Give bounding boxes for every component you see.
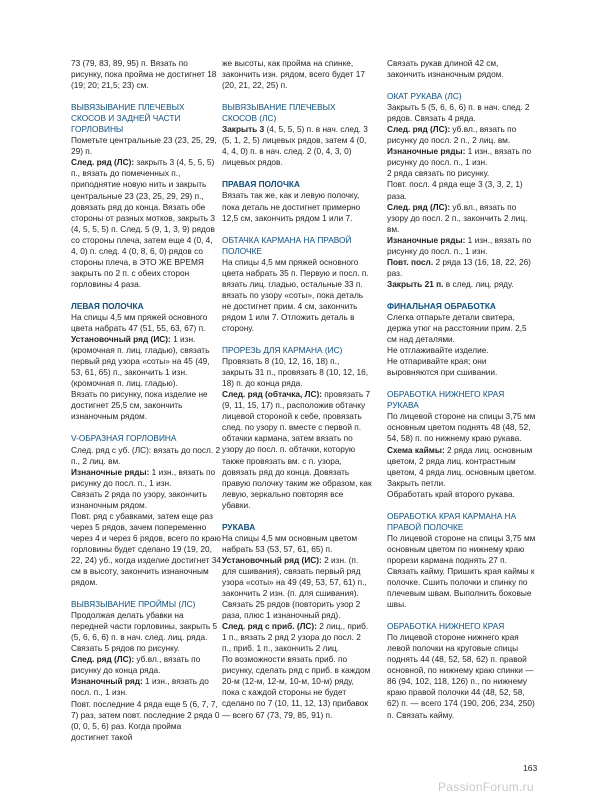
paragraph-text: Не отпаривайте края; они выровняются при сшивании.	[387, 356, 498, 378]
paragraph-text: По возможности вязать приб. по рисунку, сделать ряд с приб. в каждом 20-м (12-м, 12-м, 10-м, 10-м) ряду, пока с каждой стороны не будет сделано по 7 (10, 11, 12, 13) прибавок — всего 67 (73, 79, 85, 91) п.	[222, 654, 371, 720]
paragraph	[387, 445, 537, 489]
paragraph	[387, 632, 537, 720]
section-heading: V-ОБРАЗНАЯ ГОРЛОВИНА	[71, 433, 177, 444]
paragraph-text: Закрыть 5 (5, 6, 6, 6) п. в нач. след. 2 рядов. Связать 4 ряда.	[387, 102, 530, 124]
paragraph-text: Пометьте центральные 23 (23, 25, 29, 29) п.	[71, 135, 217, 157]
paragraph	[387, 257, 537, 279]
paragraph	[71, 610, 221, 654]
paragraph	[387, 124, 537, 146]
watermark: PassionForum.ru	[438, 780, 534, 794]
paragraph	[387, 58, 537, 80]
paragraph	[71, 467, 221, 489]
paragraph	[222, 533, 372, 555]
paragraph	[387, 356, 537, 378]
paragraph-text: 1 изн., вязать по рисунку до посл. п., 1 изн.	[387, 146, 532, 168]
paragraph-text: След. ряд с уб. (ЛС): вязать до посл. 2 п., 2 лиц. вм.	[71, 444, 221, 466]
section-heading: ОБРАБОТКА НИЖНЕГО КРАЯ РУКАВА	[387, 389, 505, 411]
paragraph-text: На спицы 4,5 мм пряжей основного цвета набрать 47 (51, 55, 63, 67) п.	[71, 311, 208, 334]
page-number: 163	[523, 763, 538, 773]
bold-lead: Установочный ряд (ИС):	[71, 334, 171, 345]
paragraph	[387, 489, 537, 500]
bold-lead: След. ряд с приб. (ЛС):	[222, 621, 317, 632]
paragraph	[71, 157, 221, 290]
bold-lead: След. ряд (ЛС):	[71, 654, 135, 665]
paragraph-text: 1 изн., вязать по рисунку до посл. п., 1 изн.	[71, 466, 216, 488]
paragraph-gap	[387, 290, 537, 301]
paragraph	[387, 202, 537, 235]
paragraph	[387, 146, 537, 168]
paragraph-text: провязать 7 (9, 11, 15, 17) п., расположив обтачку лицевой стороной к себе, провязать след. по узору п. вместе с первой п. обтачки кармана, затем вязать по узору до посл. п. обтачки, которую также провязать вм. с п. узора, довязать ряд до конца. Довязать правую полочку таким же образом, как левую, зеркально повторяя все убавки.	[222, 389, 372, 510]
section-heading: ВЫВЯЗЫВАНИЕ ПЛЕЧЕВЫХ СКОСОВ (ЛС)	[222, 102, 336, 124]
paragraph	[387, 235, 537, 257]
paragraph-text: Слегка отпарьте детали свитера, держа утюг на расстоянии прим. 2,5 см над деталями.	[387, 311, 527, 345]
paragraph-text: уб.вл., вязать по узору до посл. 2 п., закончить 2 лиц. вм.	[387, 201, 528, 234]
section-heading: ОБТАЧКА КАРМАНА НА ПРАВОЙ ПОЛОЧКЕ	[222, 234, 352, 256]
paragraph-gap	[71, 588, 221, 599]
paragraph	[71, 699, 221, 743]
paragraph	[222, 190, 372, 223]
section-heading: ЛЕВАЯ ПОЛОЧКА	[71, 300, 144, 311]
paragraph-text: 1 изн., вязать до посл. п., 1 изн.	[71, 676, 209, 698]
paragraph-text: Обработать край второго рукава.	[387, 488, 515, 499]
paragraph-text: Продолжая делать убавки на передней части горловины, закрыть 5 (5, 6, 6, 6) п. в нач. след. лиц. ряда. Связать 5 рядов по рисунку.	[71, 610, 218, 654]
paragraph-text: По лицевой стороне на спицы 3,75 мм основным цветом по нижнему краю прорези кармана поднять 27 п. Связать кайму. Пришить края каймы к полочке. Сшить полочки и спинку по плечевым швам. Выполнить боковые швы.	[387, 532, 536, 610]
paragraph-text: Связать 25 рядов (повторить узор 2 раза, плюс 1 изнаночный ряд).	[222, 599, 361, 621]
bold-lead: Закрыть 3	[222, 124, 265, 135]
bold-lead: Изнаночные ряды:	[387, 146, 466, 157]
text-column-left	[71, 58, 221, 743]
paragraph	[387, 533, 537, 610]
paragraph-text: По лицевой стороне нижнего края левой полочки на круговые спицы поднять 44 (48, 52, 58, 62) п. правой основной, по нижнему краю спинки — 86 (94, 102, 118, 126) п., по нижнему краю правой полочки 44 (48, 52, 58, 62) п. — всего 174 (190, 206, 234, 250) п. Связать кайму.	[387, 632, 535, 720]
paragraph	[387, 102, 537, 124]
paragraph	[222, 389, 372, 511]
paragraph	[71, 334, 221, 389]
paragraph	[387, 179, 537, 201]
section-heading: ОКАТ РУКАВА (ЛС)	[387, 91, 462, 102]
paragraph-gap	[387, 610, 537, 621]
section-heading: ПРАВАЯ ПОЛОЧКА	[222, 179, 300, 190]
bold-lead: Изнаночный ряд:	[71, 676, 143, 687]
paragraph-text: в след. лиц. ряду.	[443, 278, 514, 289]
paragraph-text: Не отглаживайте изделие.	[387, 345, 489, 356]
paragraph-text: Повт. посл. 4 ряда еще 3 (3, 3, 2, 1) раза.	[387, 179, 523, 201]
paragraph-gap	[222, 168, 372, 179]
text-column-middle	[222, 58, 372, 721]
paragraph	[387, 168, 537, 179]
section-heading: РУКАВА	[222, 521, 256, 532]
paragraph	[387, 312, 537, 345]
paragraph	[71, 654, 221, 676]
bold-lead: След. ряд (обтачка, ЛС):	[222, 389, 322, 400]
paragraph-text: Связать рукав длиной 42 см, закончить изнаночным рядом.	[387, 58, 504, 80]
paragraph-gap	[387, 80, 537, 91]
paragraph-gap	[71, 422, 221, 433]
paragraph	[222, 621, 372, 654]
paragraph-text: 1 изн., вязать по рисунку до посл. п., 1 изн.	[387, 234, 532, 256]
section-heading: ОБРАБОТКА НИЖНЕГО КРАЯ	[387, 621, 505, 632]
paragraph-gap	[387, 500, 537, 511]
paragraph	[71, 58, 221, 91]
paragraph-text: Вязать так же, как и левую полочку, пока деталь не достигнет примерно 12,5 см, закончить рядом 1 или 7.	[222, 190, 361, 223]
paragraph-text: По лицевой стороне на спицы 3,75 мм основным цветом поднять 48 (48, 52, 54, 58) п. по нижнему краю рукава.	[387, 411, 536, 444]
paragraph-gap	[222, 224, 372, 235]
paragraph	[222, 356, 372, 389]
text-column-right	[387, 58, 537, 721]
bold-lead: Установочный ряд (ИС):	[222, 554, 322, 565]
bold-lead: След. ряд (ЛС):	[387, 201, 451, 212]
paragraph	[71, 135, 221, 157]
paragraph-text: закрыть 3 (4, 5, 5, 5) п., вязать до помеченных п., приподнятие новую нить и закрыть центральные 23 (23, 25, 29, 29) п., довязать ряд до конца. Вязать обе стороны от разных мотков, закрыть 3 (4, 5, 5, 5) п. След. 5 (9, 1, 3, 9) рядов со стороны плеча, затем еще 4 (0, 4, 4, 0) п. след. 4 (0, 8, 6, 0) рядов со стороны плеча, в ЭТО ЖЕ ВРЕМЯ закрыть по 2 п. с обеих сторон горловины 4 раза.	[71, 157, 215, 289]
bold-lead: Повт. посл.	[387, 256, 434, 267]
paragraph	[222, 654, 372, 720]
paragraph-text: Повт. последние 4 ряда еще 5 (6, 7, 7, 7) раз, затем повт. последние 2 ряда 0 (0, 0, 5, 6) раз. Когда пройма достигнет такой	[71, 698, 220, 742]
paragraph-gap	[71, 290, 221, 301]
paragraph	[387, 345, 537, 356]
paragraph	[71, 489, 221, 511]
paragraph-text: 2 лиц., приб. 1 п., вязать 2 ряд 2 узора до посл. 2 п., приб. 1 п., закончить 2 лиц.	[222, 621, 369, 654]
paragraph	[71, 511, 221, 588]
paragraph-gap	[222, 91, 372, 102]
paragraph-text: 1 изн. (кромочная п. лиц. гладью), связать первый ряд узора «соты» на 45 (49, 53, 61, 65) п., закончить 1 изн. (кромочная п. лиц. гладью).	[71, 334, 210, 389]
paragraph	[222, 124, 372, 168]
paragraph	[387, 411, 537, 444]
paragraph-text: 2 ряда 13 (16, 18, 22, 26) раз.	[387, 256, 531, 278]
paragraph-gap	[222, 334, 372, 345]
section-heading: ВЫВЯЗЫВАНИЕ ПРОЙМЫ (ЛС)	[71, 599, 196, 610]
paragraph	[71, 312, 221, 334]
paragraph-text: Повт. ряд с убавками, затем еще раз через 5 рядов, зачем попеременно через 4 и через 6 рядов, всего по краю горловины будет сделано 19 (19, 20, 22, 24) уб., когда изделие достигнет 34 см в высоту, закончить изнаночным рядом.	[71, 510, 221, 588]
paragraph	[222, 599, 372, 621]
paragraph	[222, 257, 372, 334]
paragraph-gap	[387, 378, 537, 389]
paragraph-text: 2 ряда лиц. основным цветом, 2 ряда лиц. контрастным цветом, 4 ряда лиц. основным цветом. Закрыть петли.	[387, 444, 537, 488]
section-heading: ФИНАЛЬНАЯ ОБРАБОТКА	[387, 300, 496, 311]
bold-lead: Закрыть 21 п.	[387, 278, 444, 289]
paragraph-gap	[71, 91, 221, 102]
paragraph-text: 73 (79, 83, 89, 95) п. Вязать по рисунку, пока пройма не достигнет 18 (19; 20; 21,5; 23) см.	[71, 58, 217, 91]
bold-lead: Схема каймы:	[387, 444, 445, 455]
paragraph-text: Провязать 8 (10, 12, 16, 18) п., закрыть 31 п., провязать 8 (10, 12, 16, 18) п. до конца ряда.	[222, 356, 369, 389]
paragraph-text: же высоты, как пройма на спинке, закончить изн. рядом, всего будет 17 (20, 21, 22, 25) п.	[222, 58, 365, 91]
paragraph-text: 2 изн. (п. для сшивания), связать первый ряд узора «соты» на 49 (49, 53, 57, 61) п., закончить 2 изн. (п. для сшивания).	[222, 554, 367, 599]
paragraph	[387, 279, 537, 290]
bold-lead: След. ряд (ЛС):	[71, 157, 135, 168]
paragraph	[222, 58, 372, 91]
paragraph-text: На спицы 4,5 мм пряжей основного цвета набрать 35 п. Первую и посл. п. вязать лиц. гладью, остальные 33 п. вязать по узору «соты», пока деталь не достигнет прим. 4 см, закончить рядом 1 или 7. Отложить деталь в сторону.	[222, 256, 369, 333]
paragraph-text: 2 ряда связать по рисунку.	[387, 168, 490, 179]
section-heading: ОБРАБОТКА КРАЯ КАРМАНА НА ПРАВОЙ ПОЛОЧКЕ	[387, 510, 517, 532]
paragraph	[71, 445, 221, 467]
section-heading: ВЫВЯЗЫВАНИЕ ПЛЕЧЕВЫХ СКОСОВ И ЗАДНЕЙ ЧАСТИ ГОРЛОВИНЫ	[71, 102, 185, 135]
paragraph	[222, 555, 372, 599]
paragraph-text: Связать 2 ряда по узору, закончить изнаночным рядом.	[71, 488, 207, 510]
paragraph-text: На спицы 4,5 мм основным цветом набрать 53 (53, 57, 61, 65) п.	[222, 532, 358, 554]
section-heading: ПРОРЕЗЬ ДЛЯ КАРМАНА (ИС)	[222, 345, 343, 356]
paragraph-text: уб.вл., вязать по рисунку до конца ряда.	[71, 654, 201, 676]
paragraph-text: (4, 5, 5, 5) п. в нач. след. 3 (5, 1, 2, 5) лицевых рядов, затем 4 (0, 4, 4, 0) п. в нач. след. 2 (0, 4, 3, 0) лицевых рядов.	[222, 124, 368, 168]
bold-lead: Изнаночные ряды:	[387, 234, 466, 245]
bold-lead: След. ряд (ЛС):	[387, 124, 451, 135]
bold-lead: Изнаночные ряды:	[71, 466, 150, 477]
paragraph-text: уб.вл., вязать по рисунку до посл. 2 п., 2 лиц. вм.	[387, 124, 517, 146]
paragraph	[71, 389, 221, 422]
paragraph-gap	[222, 511, 372, 522]
paragraph-text: Вязать по рисунку, пока изделие не достигнет 25,5 см, закончить изнаночным рядом.	[71, 389, 208, 422]
paragraph	[71, 676, 221, 698]
